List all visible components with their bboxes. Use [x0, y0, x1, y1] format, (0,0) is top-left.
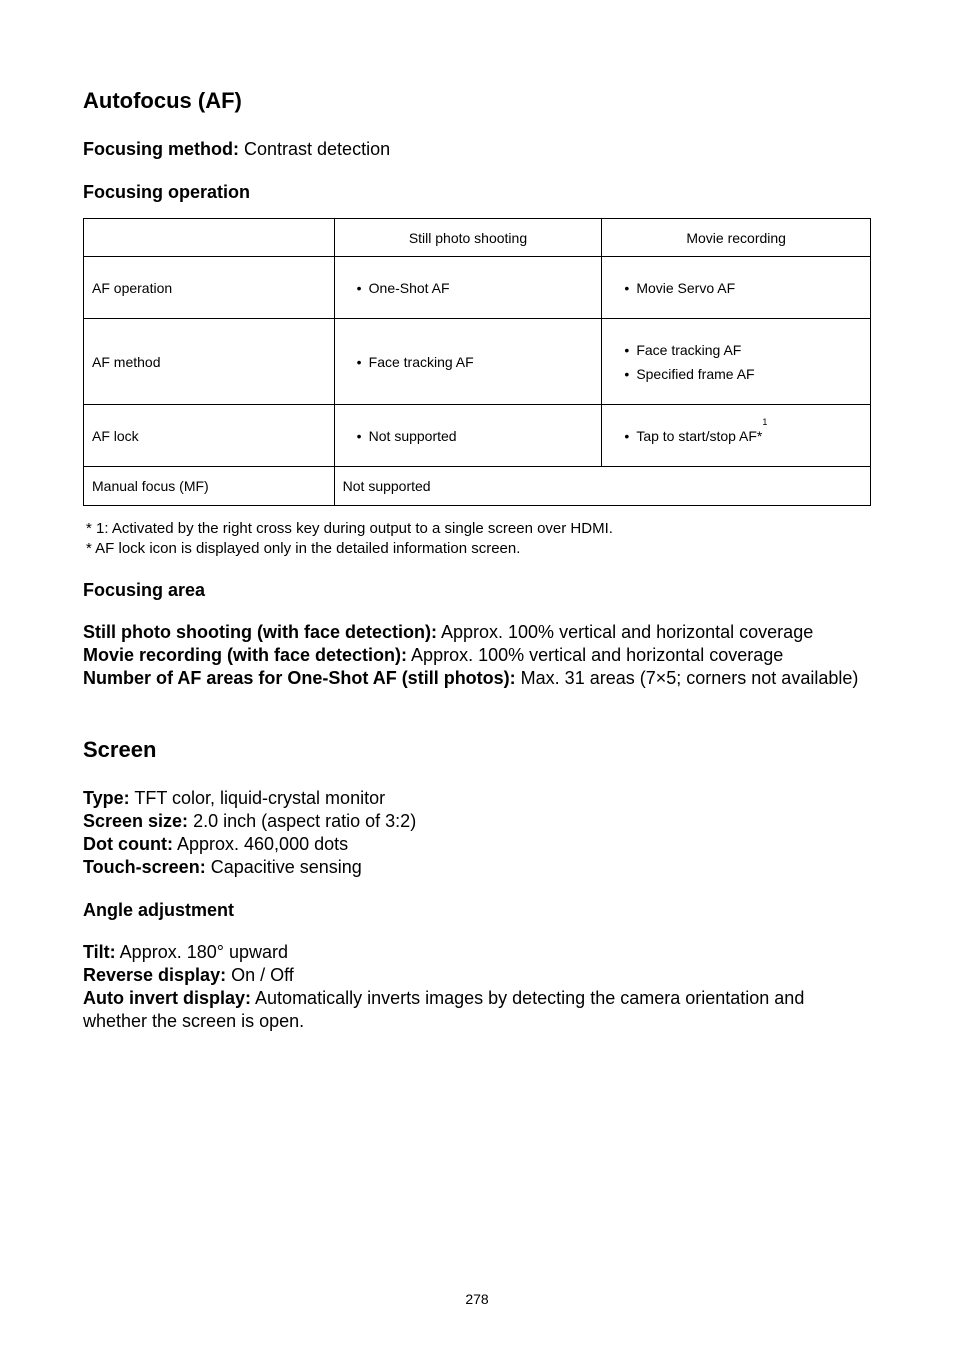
spec-line: Screen size: 2.0 inch (aspect ratio of 3:2) — [83, 811, 417, 831]
section-title-screen: Screen — [83, 737, 157, 762]
focusing-method — [83, 138, 871, 161]
note: * 1: Activated by the right cross key during output to a single screen over HDMI. — [86, 520, 613, 537]
list-item: • Movie Servo AF — [624, 276, 862, 300]
table-header-row — [84, 219, 871, 257]
note: * AF lock icon is displayed only in the detailed information screen. — [86, 540, 521, 557]
table-notes — [86, 519, 613, 559]
list-item: • Face tracking AF — [624, 338, 862, 362]
screen-specs — [83, 787, 871, 879]
list-item: • Face tracking AF — [357, 350, 594, 374]
spec-line: Type: TFT color, liquid-crystal monitor — [83, 788, 386, 808]
spec-line: Movie recording (with face detection): Approx. 100% vertical and horizontal coverage — [83, 645, 784, 665]
row-label: AF operation — [84, 257, 335, 319]
focusing-method-value: Contrast detection — [239, 139, 391, 159]
spec-line: Still photo shooting (with face detection): Approx. 100% vertical and horizontal coverage — [83, 622, 814, 642]
angle-adjustment-heading: Angle adjustment — [83, 900, 235, 920]
focusing-operation-heading: Focusing operation — [83, 182, 251, 202]
merged-cell: Not supported — [334, 467, 870, 506]
table-header-movie: Movie recording — [602, 219, 871, 257]
section-title-autofocus: Autofocus (AF) — [83, 88, 242, 113]
table-row — [84, 257, 871, 319]
focusing-operation-table — [83, 218, 871, 506]
focusing-area-specs — [83, 621, 871, 690]
focusing-method-label: Focusing method: — [83, 139, 239, 159]
focusing-area-heading: Focusing area — [83, 580, 206, 600]
list-item: • One-Shot AF — [357, 276, 594, 300]
list-item: • Tap to start/stop AF*$^1$ — [624, 424, 862, 448]
list-item: • Specified frame AF — [624, 362, 862, 386]
spec-line: Tilt: Approx. 180° upward — [83, 942, 288, 962]
row-label: AF lock — [84, 405, 335, 467]
row-label: Manual focus (MF) — [84, 467, 335, 506]
table-row — [84, 319, 871, 405]
table-header-empty — [84, 219, 335, 257]
row-label: AF method — [84, 319, 335, 405]
table-row — [84, 467, 871, 506]
spec-line: Number of AF areas for One-Shot AF (still photos): Max. 31 areas (7×5; corners not available) — [83, 668, 859, 688]
spec-line: Auto invert display: Automatically inverts images by detecting the camera orientation and whether the screen is open. — [83, 988, 805, 1031]
list-item: • Not supported — [357, 424, 594, 448]
angle-specs — [83, 941, 871, 1033]
footnote-ref: 1 — [762, 416, 768, 427]
spec-line: Reverse display: On / Off — [83, 965, 294, 985]
spec-line: Touch-screen: Capacitive sensing — [83, 857, 362, 877]
table-row — [84, 405, 871, 467]
table-header-still: Still photo shooting — [334, 219, 602, 257]
page-number: 278 — [465, 1291, 489, 1307]
spec-line: Dot count: Approx. 460,000 dots — [83, 834, 349, 854]
